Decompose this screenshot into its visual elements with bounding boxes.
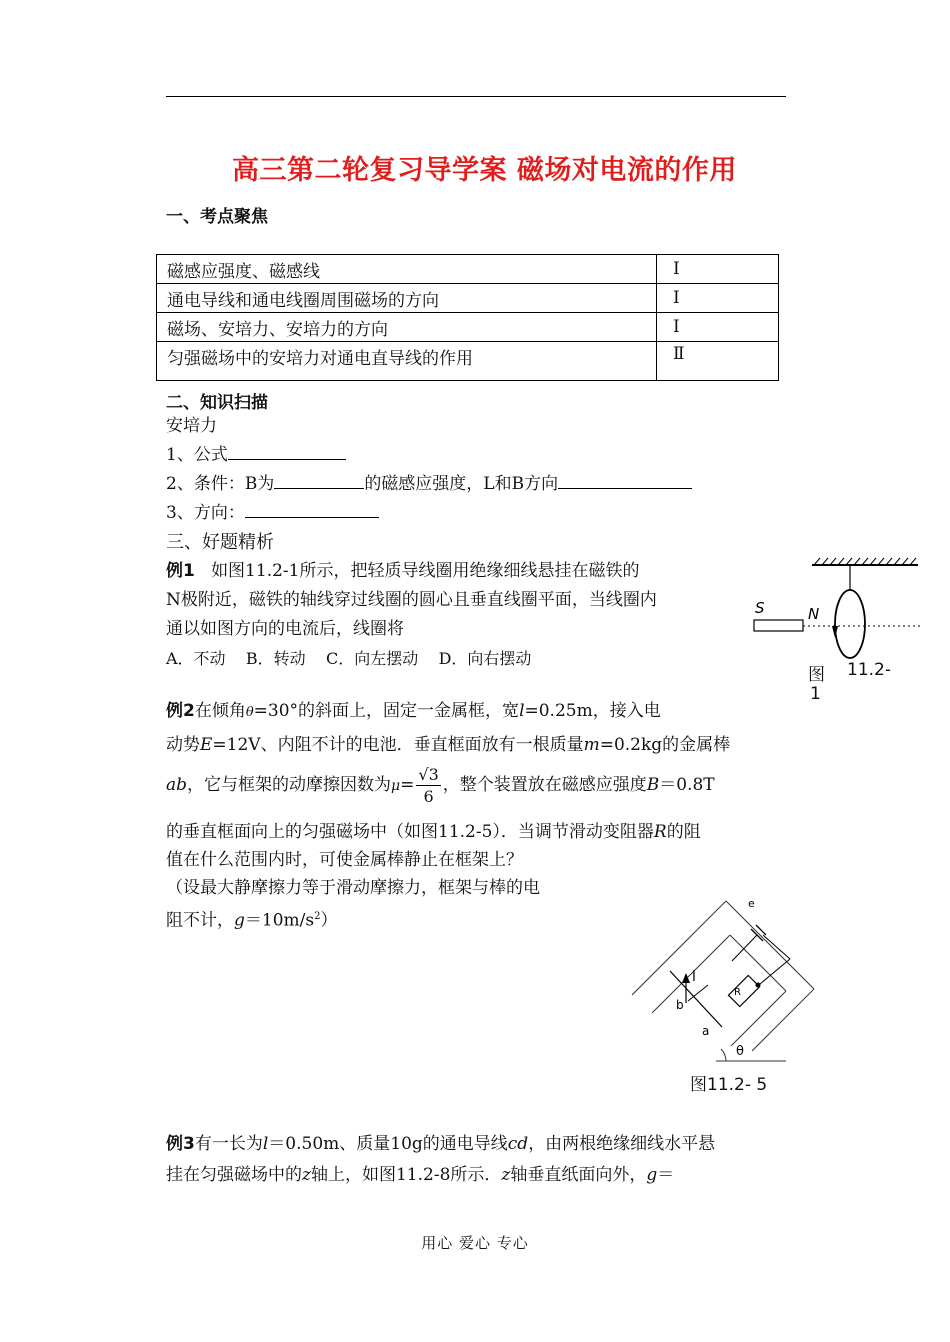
direction-blank[interactable] [245, 499, 379, 518]
table-cell-item: 匀强磁场中的安培力对通电直导线的作用 [157, 342, 657, 381]
table-cell-level: Ⅰ [657, 313, 779, 342]
friction-fraction: $\frac{√3}{6}$ [418, 764, 439, 806]
section-3-heading: 三、好题精析 [166, 532, 274, 553]
battery-plate-short [756, 925, 766, 935]
ex1-label: 例1 [166, 561, 195, 581]
width-label: l [692, 969, 696, 985]
condition-blank-1[interactable] [274, 470, 364, 489]
ex2-line-6: （设最大静摩擦力等于滑动摩擦力，框架与棒的电 [166, 878, 540, 898]
formula-label: 1、公式 [166, 445, 228, 465]
ex2-line-7: 阻不计，$g=10m/s^2$） [166, 910, 338, 931]
wire-battery-left [732, 935, 757, 961]
theta-arc [721, 1049, 726, 1061]
table-cell-item: 磁场、安培力、安培力的方向 [157, 313, 657, 342]
direction-line [166, 499, 379, 528]
table-cell-level: Ⅱ [657, 342, 779, 381]
rod-end-a-label: a [702, 1024, 710, 1038]
condition-label-b: 的磁感应强度，L和B方向 [364, 474, 559, 494]
resistor-label: R [734, 987, 741, 998]
header-rule [166, 96, 786, 97]
ex1-line-2: N极附近，磁铁的轴线穿过线圈的圆心且垂直线圈平面，当线圈内 [166, 590, 657, 610]
figure-11-2-5 [626, 885, 820, 1063]
table-row [157, 342, 779, 381]
ex2-line-2: 动势E=12V、内阻不计的电池．垂直框面放有一根质量m=0.2kg的金属棒 [166, 735, 731, 755]
section-1-heading: 一、考点聚焦 [166, 207, 268, 227]
ex3-label: 例3 [166, 1134, 195, 1154]
figure-11-2-1 [748, 556, 923, 664]
slider-contact [756, 983, 761, 988]
coil [835, 590, 865, 658]
table-cell-level: Ⅰ [657, 284, 779, 313]
rail-outer-bottom [752, 989, 814, 1051]
ex2-label: 例2 [166, 701, 195, 721]
mu-symbol: μ [391, 778, 401, 794]
page-footer: 用心 爱心 专心 [421, 1234, 529, 1252]
fig1-caption-b: 11.2- [847, 660, 891, 680]
table-row [157, 255, 779, 284]
ex1-line-1 [166, 557, 639, 586]
ceiling-hatch [814, 558, 916, 565]
direction-label: 3、方向： [166, 503, 245, 523]
table-row [157, 284, 779, 313]
ex2-line-1: 例2在倾角θ=30°的斜面上，固定一金属框，宽l=0.25m，接入电 [166, 701, 661, 721]
formula-line [166, 441, 346, 470]
ex2-line-5: 值在什么范围内时，可使金属棒静止在框架上？ [166, 850, 523, 870]
magnet [754, 620, 803, 631]
rod-end-b-label: b [676, 998, 684, 1012]
ex3-line-1: 例3有一长为l＝0.50m、质量10g的通电导线cd，由两根绝缘细线水平悬 [166, 1134, 716, 1154]
magnet-s-label: S [755, 599, 765, 617]
ex1-text-1: 如图11.2-1所示，把轻质导线圈用绝缘细线悬挂在磁铁的 [211, 561, 640, 581]
theta-symbol: θ [245, 705, 254, 720]
formula-blank[interactable] [228, 441, 346, 460]
ex2-line-4: 的垂直框面向上的匀强磁场中（如图11.2-5）．当调节滑动变阻器R的阻 [166, 822, 701, 842]
table-cell-level: Ⅰ [657, 255, 779, 284]
section-2-heading: 二、知识扫描 [166, 393, 268, 413]
ex3-line-2: 挂在匀强磁场中的z轴上，如图11.2-8所示．z轴垂直纸面向外，g＝ [166, 1165, 675, 1185]
fig1-caption-a: 图 [808, 665, 825, 685]
current-arrow-icon [682, 973, 690, 983]
current-arrow-icon [832, 626, 838, 638]
table-row [157, 313, 779, 342]
fig5-caption: 图11.2- 5 [690, 1075, 768, 1095]
wire-battery-right [763, 935, 790, 959]
angle-label: θ [736, 1044, 744, 1059]
ex1-options: A．不动 B．转动 C．向左摆动 D．向右摆动 [166, 649, 532, 668]
topic-label: 安培力 [166, 416, 217, 436]
table-cell-item: 磁感应强度、磁感线 [157, 255, 657, 284]
ex1-line-3: 通以如图方向的电流后，线圈将 [166, 619, 404, 639]
condition-label-a: 2、条件：B为 [166, 474, 275, 494]
fig1-caption-c: 1 [810, 684, 821, 704]
page-title: 高三第二轮复习导学案 磁场对电流的作用 [232, 155, 737, 186]
condition-line [166, 470, 692, 499]
rail-inner-left [652, 935, 730, 1013]
key-points-table [156, 254, 779, 381]
table-cell-item: 通电导线和通电线圈周围磁场的方向 [157, 284, 657, 313]
magnet-n-label: N [808, 605, 820, 623]
battery-label: e [748, 897, 755, 910]
condition-blank-2[interactable] [558, 470, 692, 489]
ex2-line-3: ab，它与框架的动摩擦因数为μ= $\frac{√3}{6}$ ，整个装置放在磁感应强度B＝0.8T [166, 764, 715, 806]
